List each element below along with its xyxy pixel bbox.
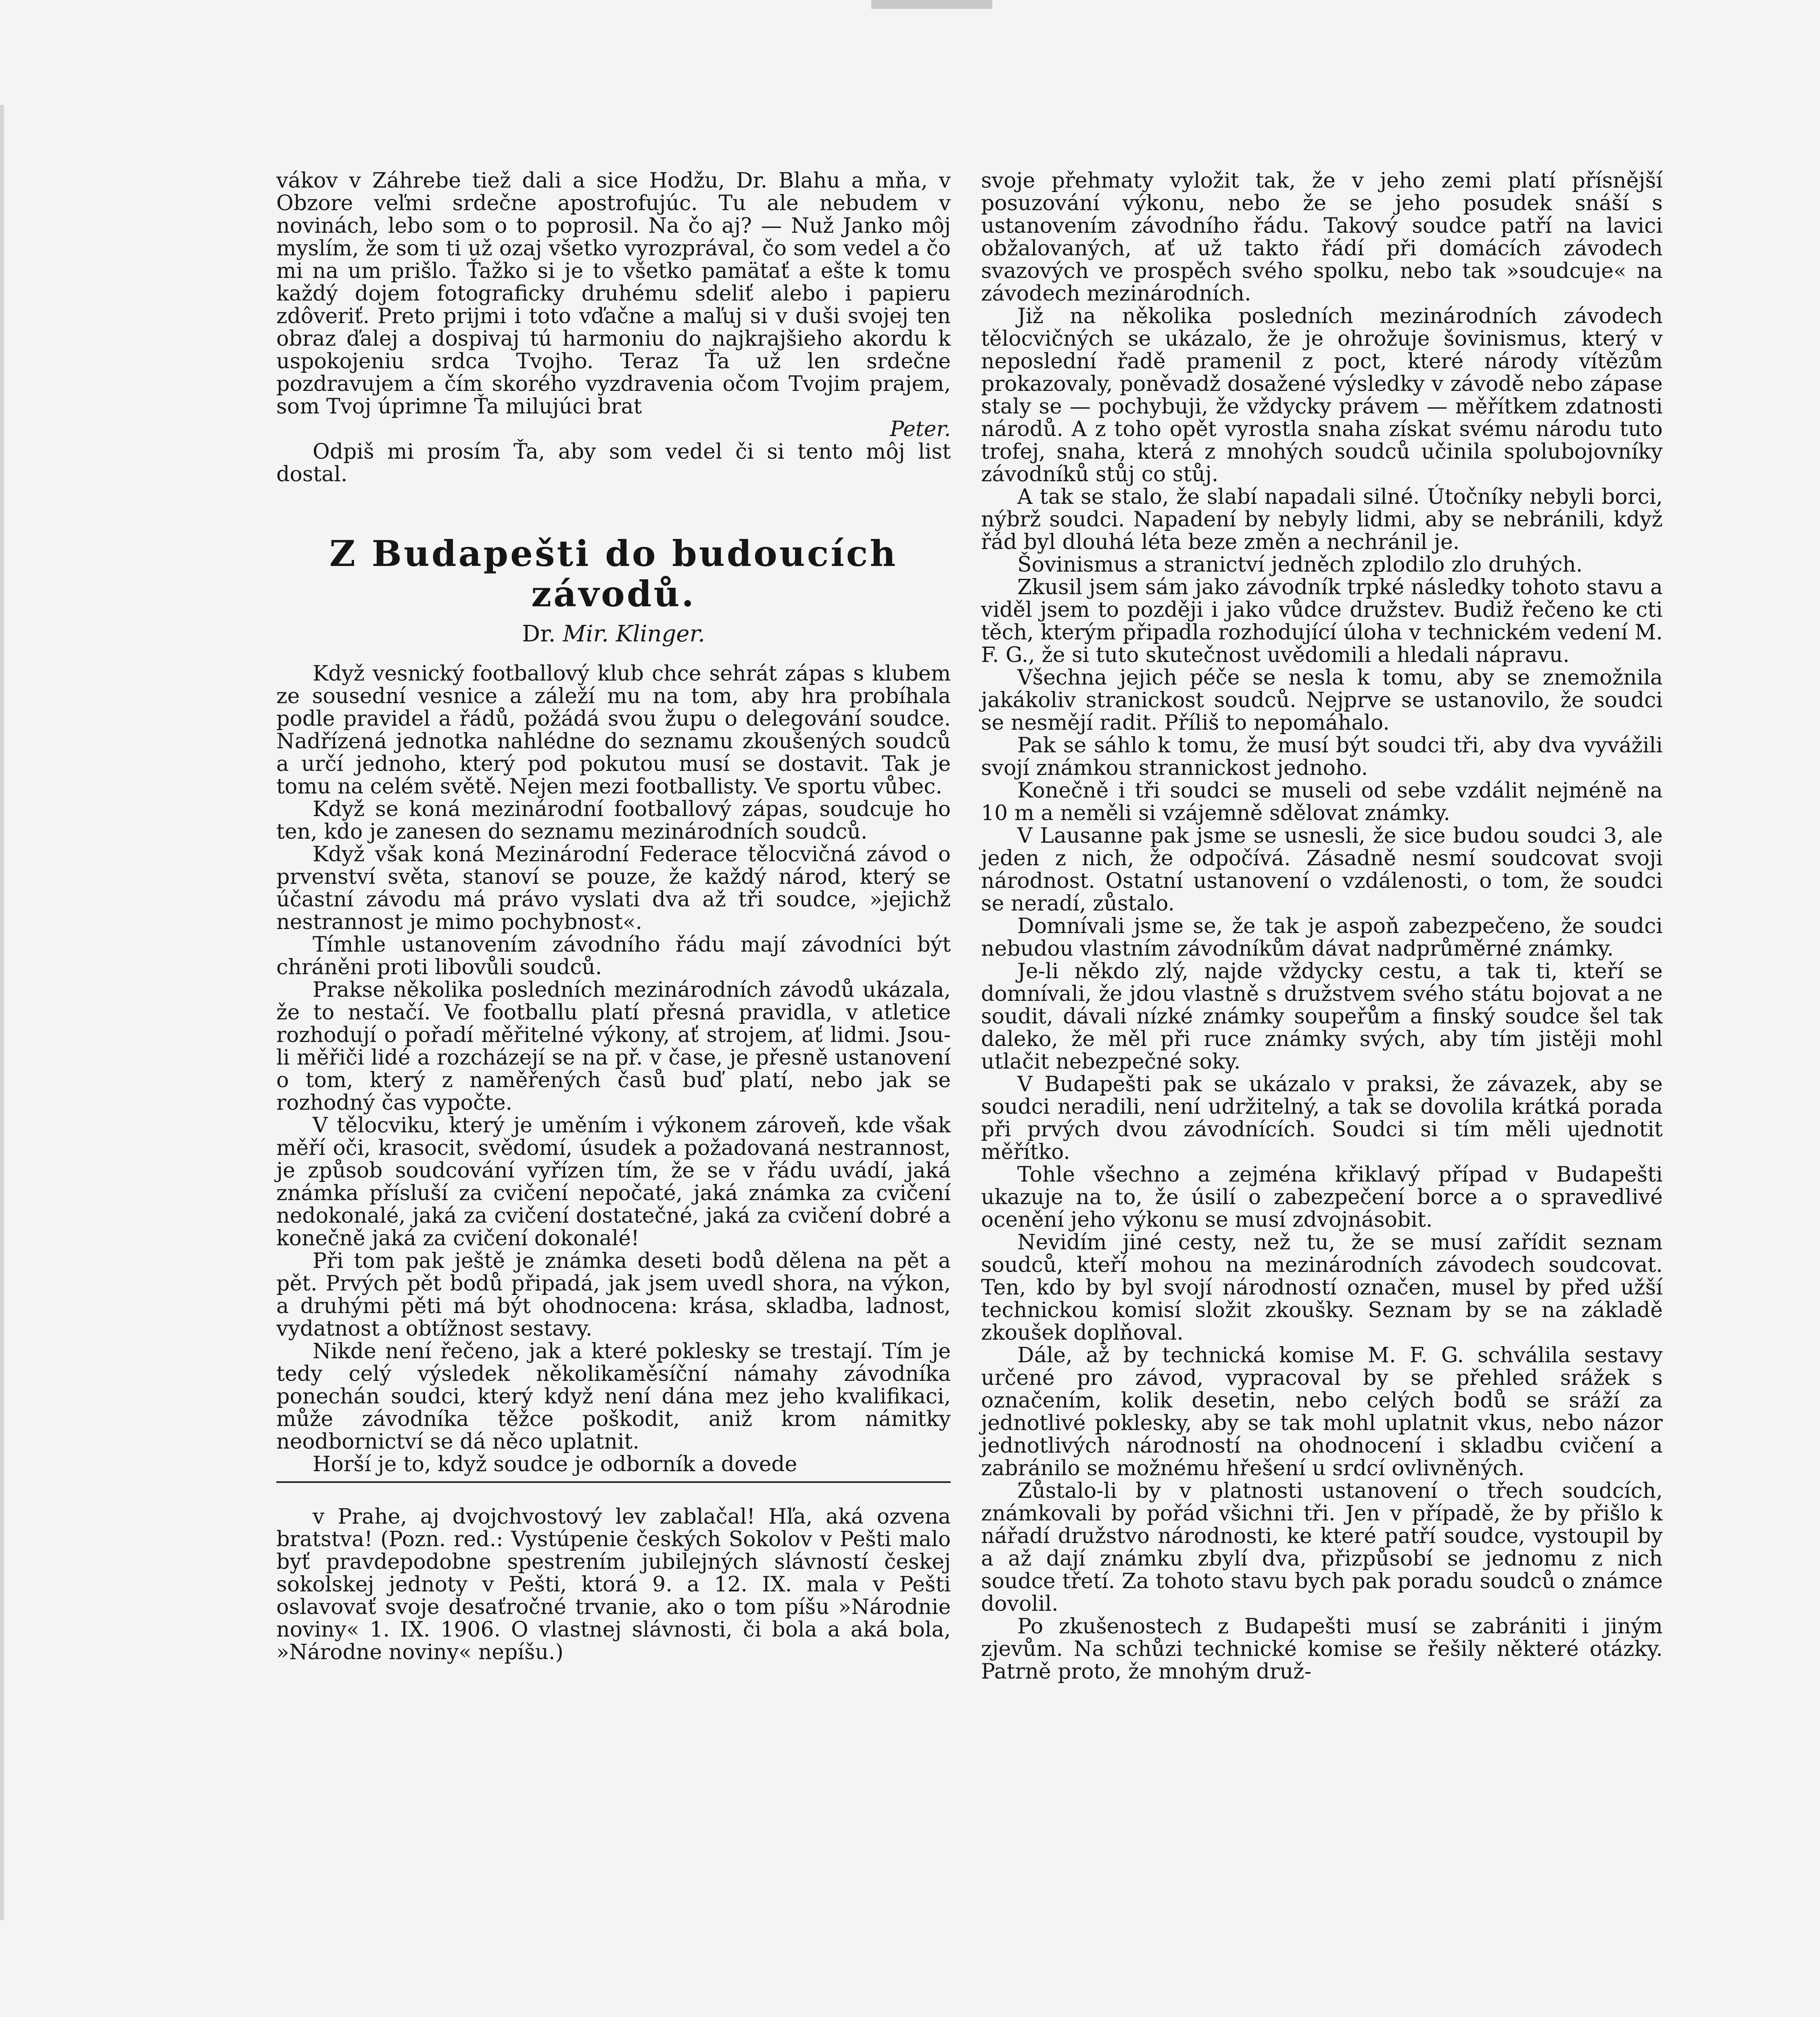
article-paragraph: Po zkušenostech z Budapešti musí se zabrániti i jiným zjevům. Na schůzi technické komise se řešily některé otázky. Patrně proto, že mnohým druž- — [981, 1614, 1663, 1684]
article-paragraph: V Budapešti pak se ukázalo v praksi, že závazek, aby se soudci neradili, není udržitelný, a tak se dovolila krátká porada při prvých dvou závodnících. Soudci si tím měli ujednotit měřítko. — [981, 1072, 1663, 1164]
article-paragraph: Když vesnický footballový klub chce sehrát zápas s klubem ze sousední vesnice a záleží mu na tom, aby hra probíhala podle pravidel a řádů, požádá svou župu o delegování soudce. Nadřízená jednotka nahlédne do seznamu zkoušených soudců a určí jednoho, který pod pokutou musí se dostavit. Tak je tomu na celém světě. Nejen mezi footballisty. Ve sportu vůbec. — [276, 662, 951, 799]
article-title — [276, 533, 951, 614]
article-paragraph: Prakse několika posledních mezinárodních závodů ukázala, že to nestačí. Ve footballu platí přesná pravidla, v atletice rozhodují o pořadí měřitelné výkony, ať strojem, ať lidmi. Jsou-li měřiči lidé a rozcházejí se na př. v čase, je přesně ustanovení o tom, který z naměřených časů buď platí, nebo jak se rozhodný čas vypočte. — [276, 978, 951, 1115]
letter-signature: Peter. — [890, 417, 951, 441]
scan-edge-mark-top — [871, 0, 992, 9]
article-paragraph: Když však koná Mezinárodní Federace tělocvičná závod o prvenství světa, stanoví se pouze, že každý národ, který se účastní závodu má právo vyslati dva až tři soudce, »jejichž nestrannost je mimo pochybnost«. — [276, 842, 951, 934]
article-paragraph: Již na několika posledních mezinárodních závodech tělocvičných se ukázalo, že je ohrožuje šovinismus, který v neposlední řadě pramenil z poct, které národy vítězům prokazovaly, poněvadž dosažené výsledky v závodě nebo zápase staly se — pochybuji, že vždycky právem — měřítkem zdatnosti národů. A z toho opět vyrostla snaha získat svému národu tuto trofej, snaha, která z mnohých soudců učinila spolubojovníky závodníků stůj co stůj. — [981, 304, 1663, 487]
article-paragraph: Nikde není řečeno, jak a které poklesky se trestají. Tím je tedy celý výsledek několikaměsíční námahy závodníka ponechán soudci, který když není dána mez jeho kvalifikaci, může závodníka těžce poškodit, aniž krom námitky neodbornictví se dá něco uplatnit. — [276, 1339, 951, 1454]
byline-prefix: Dr. — [522, 621, 556, 647]
article-paragraph: Zůstalo-li by v platnosti ustanovení o třech soudcích, známkovali by pořád všichni tři. Jen v případě, že by přišlo k nářadí družstvo národnosti, ke které patří soudce, vystoupil by a až dají známku zbylí dva, přizpůsobí se jednomu z nich soudce třetí. Za tohoto stavu bych pak poradu soudců o známce dovolil. — [981, 1479, 1663, 1616]
article-paragraph: Tímhle ustanovením závodního řádu mají závodníci být chráněni proti libovůli soudců. — [276, 933, 951, 979]
letter-continuation — [276, 169, 951, 486]
article-paragraph: Horší je to, když soudce je odborník a dovede — [313, 1452, 797, 1476]
article-paragraph: Při tom pak ještě je známka deseti bodů dělena na pět a pět. Prvých pět bodů připadá, jak jsem uvedl shora, na výkon, a druhými pěti má být ohodnocena: krása, skladba, ladnost, vydatnost a obtížnost sestavy. — [276, 1249, 951, 1341]
article-title-line-2: závodů. — [531, 573, 696, 615]
article-paragraph: A tak se stalo, že slabí napadali silné. Útočníky nebyli borci, nýbrž soudci. Napadení by nebyly lidmi, aby se nebránili, když řád byl dlouhá léta beze změn a nechránil je. — [981, 485, 1663, 554]
article-paragraph: Pak se sáhlo k tomu, že musí být soudci tři, aby dva vyvážili svojí známkou strannickost jednoho. — [981, 733, 1663, 780]
article-paragraph: V Lausanne pak jsme se usnesli, že sice budou soudci 3, ale jeden z nich, že odpočívá. Zásadně nesmí soudcovat svoji národnost. Ostatní ustanovení o vzdálenosti, o tom, že soudci se neradí, zůstalo. — [981, 824, 1663, 916]
letter-postscript: Odpiš mi prosím Ťa, aby som vedel či si tento môj list dostal. — [276, 440, 951, 487]
article-title-line-1: Z Budapešti do budoucích — [329, 532, 898, 574]
article-paragraph: Je-li někdo zlý, najde vždycky cestu, a tak ti, kteří se domnívali, že jdou vlastně s družstvem svého státu bojovat a ne soudit, dávali nízké známky soupeřům a finský soudce šel tak daleko, že měl při ruce známky svých, aby tím jistěji mohl utlačit nebezpečné soky. — [981, 959, 1663, 1074]
article-paragraph: Konečně i tři soudci se museli od sebe vzdálit nejméně na 10 m a neměli si vzájemně sdělovat známky. — [981, 779, 1663, 825]
article-paragraph: Nevidím jiné cesty, než tu, že se musí zařídit seznam soudců, kteří mohou na mezinárodních závodech soudcovat. Ten, kdo by byl svojí národností označen, musel by před užší technickou komisí složit zkoušky. Seznam by se na základě zkoušek doplňoval. — [981, 1230, 1663, 1345]
article-byline — [276, 622, 951, 646]
article-paragraph: Šovinismus a stranictví jedněch zplodilo zlo druhých. — [1017, 553, 1583, 577]
article-paragraph: Domnívali jsme se, že tak je aspoň zabezpečeno, že soudci nebudou vlastním závodníkům dávat nadprůměrné známky. — [981, 914, 1663, 961]
article-paragraph: Všechna jejich péče se nesla k tomu, aby se znemožnila jakákoliv stranickost soudců. Nejprve se ustanovilo, že soudci se nesmějí radit. Příliš to nepomáhalo. — [981, 666, 1663, 735]
left-column — [276, 169, 951, 1664]
right-column — [981, 169, 1663, 1683]
footnote-text: v Prahe, aj dvojchvostový lev zablačal! Hľa, aká ozvena bratstva! (Pozn. red.: Vystúpenie českých Sokolov v Pešti malo byť pravdepodobne spestrením jubilejných slávností českej sokolskej jednoty v Pešti, ktorá 9. a 12. IX. mala v Pešti oslavovať svoje desaťročné trvanie, ako o tom píšu »Národnie noviny« 1. IX. 1906. O vlastnej slávnosti, či bola a aká bola, »Národne noviny« nepíšu.) — [276, 1505, 951, 1664]
article-paragraph: V tělocviku, který je uměním i výkonem zároveň, kde však měří oči, krasocit, svědomí, úsudek a požadovaná nestrannost, je způsob soudcování vyřízen tím, že se v řádu uvádí, jaká známka přísluší za cvičení nepočaté, jaká známka za cvičení nedokonalé, jaká za cvičení dostatečné, jaká za cvičení dobré a konečně jaká za cvičení dokonalé! — [276, 1113, 951, 1251]
footnote — [276, 1505, 951, 1664]
byline-author: Mir. Klinger. — [563, 621, 705, 647]
article-paragraph: Zkusil jsem sám jako závodník trpké následky tohoto stavu a viděl jsem to později i jako vůdce družstev. Budiž řečeno ke cti těch, kterým připadla rozhodující úloha v technickém vedení M. F. G., že si tuto skutečnost uvědomili a hledali nápravu. — [981, 575, 1663, 667]
scan-edge-mark-left — [0, 105, 4, 1920]
article-body-left — [276, 662, 951, 1476]
article-paragraph: svoje přehmaty vyložit tak, že v jeho zemi platí přísnější posuzování výkonu, nebo že se jeho posudek snáší s ustanovením závodního řádu. Takový soudce patří na lavici obžalovaných, ať už takto řádí při domácích závodech svazových ve prospěch svého spolku, nebo tak »soudcuje« na závodech mezinárodních. — [981, 169, 1663, 306]
article-paragraph: Když se koná mezinárodní footballový zápas, soudcuje ho ten, kdo je zanesen do seznamu mezinárodních soudců. — [276, 797, 951, 844]
article-paragraph: Dále, až by technická komise M. F. G. schválila sestavy určené pro závod, vypracoval by se přehled srážek s označením, kolik desetin, nebo celých bodů se sráží za jednotlivé poklesky, aby se tak mohl uplatnit vkus, nebo názor jednotlivých národností na ohodnocení i skladbu cvičení a zabránilo se možnému hřešení u srdcí ovlivněných. — [981, 1343, 1663, 1480]
letter-text: vákov v Záhrebe tiež dali a sice Hodžu, Dr. Blahu a mňa, v Obzore veľmi srdečne apostrofujúc. Tu ale nebudem v novinách, lebo som o to poprosil. Na čo aj? — Nuž Janko môj myslím, že som ti už ozaj všetko vyrozprával, čo som vedel a čo mi na um prišlo. Ťažko si je to všetko pamätať a ešte k tomu každý dojem fotograficky druhému sdeliť alebo i papieru zdôveriť. Preto prijmi i toto vďačne a maľuj si v duši svojej ten obraz ďalej a dospivaj tú harmoniu do najkrajšieho akordu k uspokojeniu srdca Tvojho. Teraz Ťa už len srdečne pozdravujem a čím skorého vyzdravenia očom Tvojim prajem, som Tvoj úprimne Ťa milujúci brat — [276, 169, 951, 419]
article-paragraph: Tohle všechno a zejména křiklavý případ v Budapešti ukazuje na to, že úsilí o zabezpečení borce a o spravedlivé ocenění jeho výkonu se musí zdvojnásobit. — [981, 1163, 1663, 1232]
